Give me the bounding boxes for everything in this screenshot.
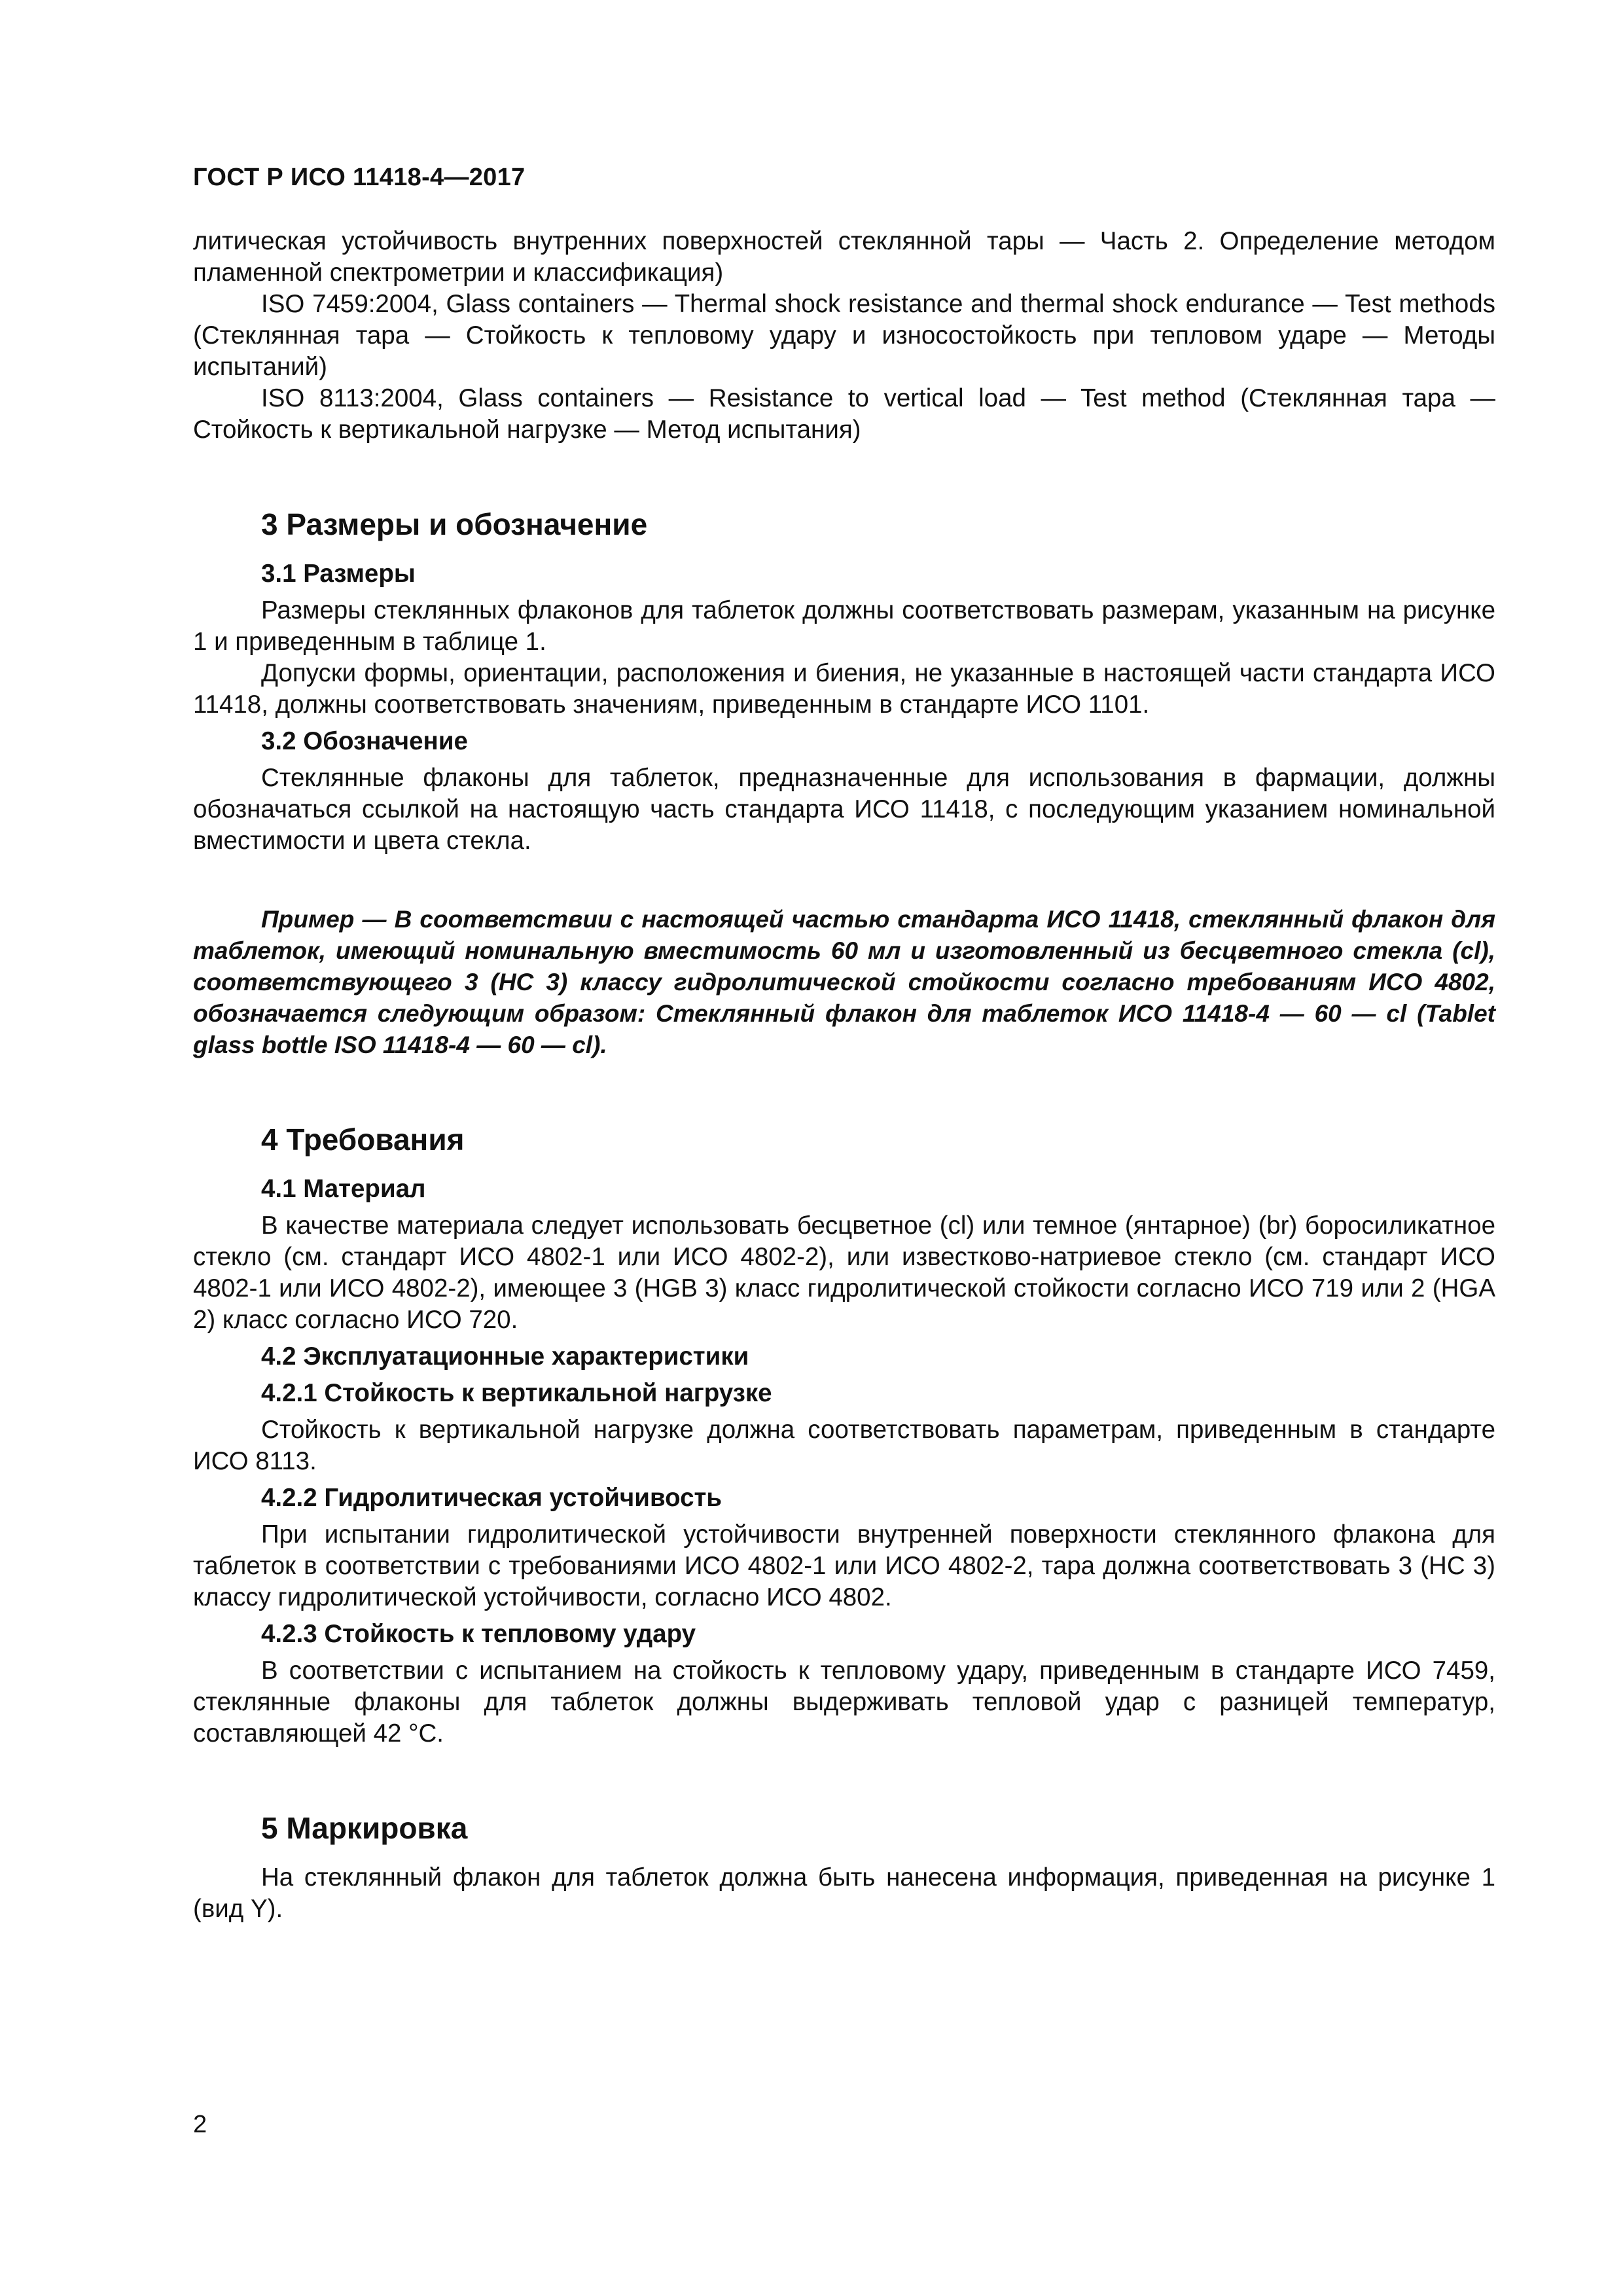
section-4-2-heading: 4.2 Эксплуатационные характеристики bbox=[261, 1342, 749, 1371]
reference-iso-7459: ISO 7459:2004, Glass containers — Thermal shock resistance and thermal shock endurance — Test methods (Стеклянная тара — Стойкость к тепловому удару и износостойкость при тепловом ударе — Методы испытаний) bbox=[193, 290, 1495, 381]
designation-example: Пример — В соответствии с настоящей частью стандарта ИСО 11418, стеклянный флакон для таблеток, имеющий номинальную вместимость 60 мл и изготовленный из бесцветного стекла (cl), соответствующего 3 (НС 3) классу гидролитической стойкости согласно требованиям ИСО 4802, обозначается следующим образом: Стеклянный флакон для таблеток ИСО 11418-4 — 60 — cl (Tablet glass bottle ISO 11418-4 — 60 — cl). bbox=[193, 906, 1495, 1058]
section-4-2-3-paragraph-1: В соответствии с испытанием на стойкость к тепловому удару, приведенным в стандарте ИСО 7459, стеклянные флаконы для таблеток должны выдерживать тепловой удар с разницей температур, составляющей 42 °С. bbox=[193, 1657, 1495, 1748]
section-4-2-2-heading: 4.2.2 Гидролитическая устойчивость bbox=[261, 1484, 722, 1512]
section-3-2-heading: 3.2 Обозначение bbox=[261, 727, 468, 755]
section-3-heading: 3 Размеры и обозначение bbox=[261, 507, 648, 541]
section-5-heading: 5 Маркировка bbox=[261, 1811, 468, 1845]
document-body bbox=[193, 226, 1495, 1925]
reference-continued-text: литическая устойчивость внутренних поверхностей стеклянной тары — Часть 2. Определение методом пламенной спектрометрии и классификация) bbox=[193, 227, 1495, 287]
section-4-2-1-heading: 4.2.1 Стойкость к вертикальной нагрузке bbox=[261, 1379, 772, 1407]
section-4-2-1-paragraph-1: Стойкость к вертикальной нагрузке должна соответствовать параметрам, приведенным в стандарте ИСО 8113. bbox=[193, 1416, 1495, 1475]
section-4-1-paragraph-1: В качестве материала следует использовать бесцветное (cl) или темное (янтарное) (br) боросиликатное стекло (см. стандарт ИСО 4802-1 или ИСО 4802-2), или известково-натриевое стекло (см. стандарт ИСО 4802-1 или ИСО 4802-2), имеющее 3 (HGB 3) класс гидролитической стойкости согласно ИСО 719 или 2 (HGA 2) класс согласно ИСО 720. bbox=[193, 1211, 1495, 1334]
section-4-2-3-heading: 4.2.3 Стойкость к тепловому удару bbox=[261, 1620, 696, 1648]
section-4-2-2-paragraph-1: При испытании гидролитической устойчивости внутренней поверхности стеклянного флакона для таблеток в соответствии с требованиями ИСО 4802-1 или ИСО 4802-2, тара должна соответствовать 3 (НС 3) классу гидролитической устойчивости, согласно ИСО 4802. bbox=[193, 1520, 1495, 1611]
section-3-2-paragraph-1: Стеклянные флаконы для таблеток, предназначенные для использования в фармации, должны обозначаться ссылкой на настоящую часть стандарта ИСО 11418, с последующим указанием номинальной вместимости и цвета стекла. bbox=[193, 764, 1495, 855]
section-3-1-paragraph-1: Размеры стеклянных флаконов для таблеток должны соответствовать размерам, указанным на рисунке 1 и приведенным в таблице 1. bbox=[193, 596, 1495, 656]
section-4-heading: 4 Требования bbox=[261, 1122, 465, 1157]
reference-iso-8113: ISO 8113:2004, Glass containers — Resistance to vertical load — Test method (Стеклянная тара — Стойкость к вертикальной нагрузке — Метод испытания) bbox=[193, 384, 1495, 444]
section-3-1-heading: 3.1 Размеры bbox=[261, 560, 416, 588]
page-number: 2 bbox=[193, 2111, 207, 2138]
section-3-1-paragraph-2: Допуски формы, ориентации, расположения и биения, не указанные в настоящей части стандарта ИСО 11418, должны соответствовать значениям, приведенным в стандарте ИСО 1101. bbox=[193, 659, 1495, 719]
document-code-header: ГОСТ Р ИСО 11418-4—2017 bbox=[193, 164, 526, 191]
section-5-paragraph-1: На стеклянный флакон для таблеток должна быть нанесена информация, приведенная на рисунке 1 (вид Y). bbox=[193, 1863, 1495, 1923]
section-4-1-heading: 4.1 Материал bbox=[261, 1175, 426, 1203]
